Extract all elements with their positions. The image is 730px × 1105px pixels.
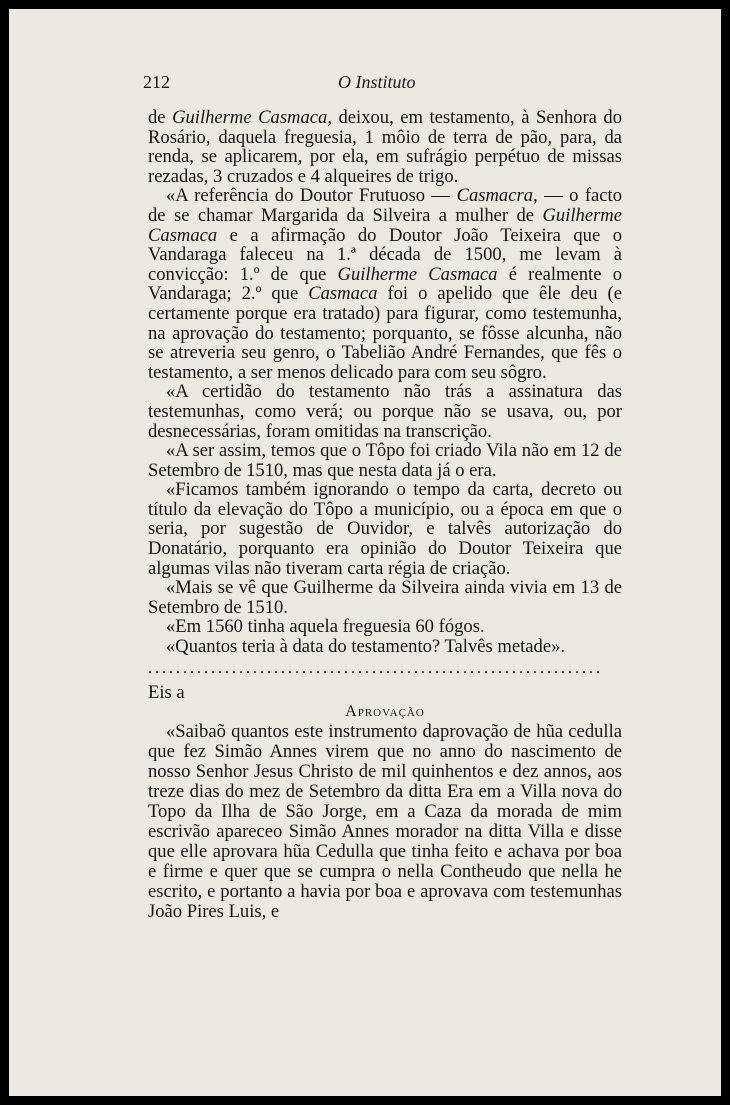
section-heading: Aprovação — [345, 703, 425, 721]
running-title: O Instituto — [338, 72, 416, 92]
page-header — [143, 66, 613, 96]
dotted-separator: ................................................................. — [148, 659, 603, 677]
paragraph-5: «Ficamos também ignorando o tempo da carta, decreto ou título da elevação do Tôpo a município, ou a época em que o seria, por sugestão de Ouvidor, e talvês autorização do Donatário, porquanto era opinião do Doutor Teixeira que algumas vilas não tiveram carta régia de criação. — [148, 479, 622, 579]
paragraph-4: «A ser assim, temos que o Tôpo foi criado Vila não em 12 de Setembro de 1510, mas que nesta data já o era. — [148, 440, 622, 481]
page-number: 212 — [143, 72, 170, 92]
paragraph-3: «A certidão do testamento não trás a assinatura das testemunhas, como verá; ou porque não se usava, ou, por desnecessárias, foram omitidas na transcrição. — [148, 381, 622, 442]
paragraph-9: «Saibaõ quantos este instrumento daprovação de hũa cedulla que fez Simão Annes virem que no anno do nascimento de nosso Senhor Jesus Christo de mil quinhentos e dez annos, aos treze dias do mez de Setembro da ditta Era em a Villa nova do Topo da Ilha de São Jorge, em a Caza da morada de mim escrivão apareceo Simão Annes morador na ditta Villa e disse que elle aprovara hũa Cedulla que tinha feito e achava por boa e firme e quer que se cumpra o nella Contheudo que nella he escrito, e portanto a havia por boa e aprovava com testemunhas João Pires Luis, e — [148, 720, 622, 922]
paragraph-7: «Em 1560 tinha aquela freguesia 60 fógos. — [166, 616, 485, 638]
italic-name: Guilherme Casmaca — [148, 204, 622, 246]
paragraph-2: «A referência do Doutor Frutuoso — Casmacra, — o facto de se chamar Margarida da Silveira a mulher de Guilherme Casmaca e a afirmação do Doutor João Teixeira que o Vandaraga faleceu na 1.ª década de 1500, me levam à convicção: 1.º de que Guilherme Casmaca é realmente o Vandaraga; 2.º que Casmaca foi o apelido que êle deu (e certamente porque era tratado) para figurar, como testemunha, na aprovação do testamento; porquanto, se fôsse alcunha, não se atreveria seu genro, o Tabelião André Fernandes, que fês o testamento, a ser menos delicado para com seu sôgro. — [148, 185, 622, 383]
eis-a-line: Eis a — [148, 681, 185, 703]
paragraph-6: «Mais se vê que Guilherme da Silveira ainda vivia em 13 de Setembro de 1510. — [148, 577, 622, 618]
italic-name: Casmacra, — [456, 185, 538, 207]
paragraph-1: de Guilherme Casmaca, deixou, em testamento, à Senhora do Rosário, daquela freguesia, 1 môio de terra de pão, para, da renda, se aplicarem, por ela, em sufrágio perpétuo de missas rezadas, 3 cruzados e 4 alqueires de trigo. — [148, 107, 623, 187]
italic-name: Casmaca — [308, 283, 378, 305]
italic-name: Guilherme Casmaca, — [172, 107, 332, 128]
body-text — [148, 108, 622, 922]
italic-name: Guilherme Casmaca — [337, 263, 498, 285]
paragraph-8: «Quantos teria à data do testamento? Talvês metade». — [166, 636, 566, 658]
document-transcription — [148, 722, 622, 922]
